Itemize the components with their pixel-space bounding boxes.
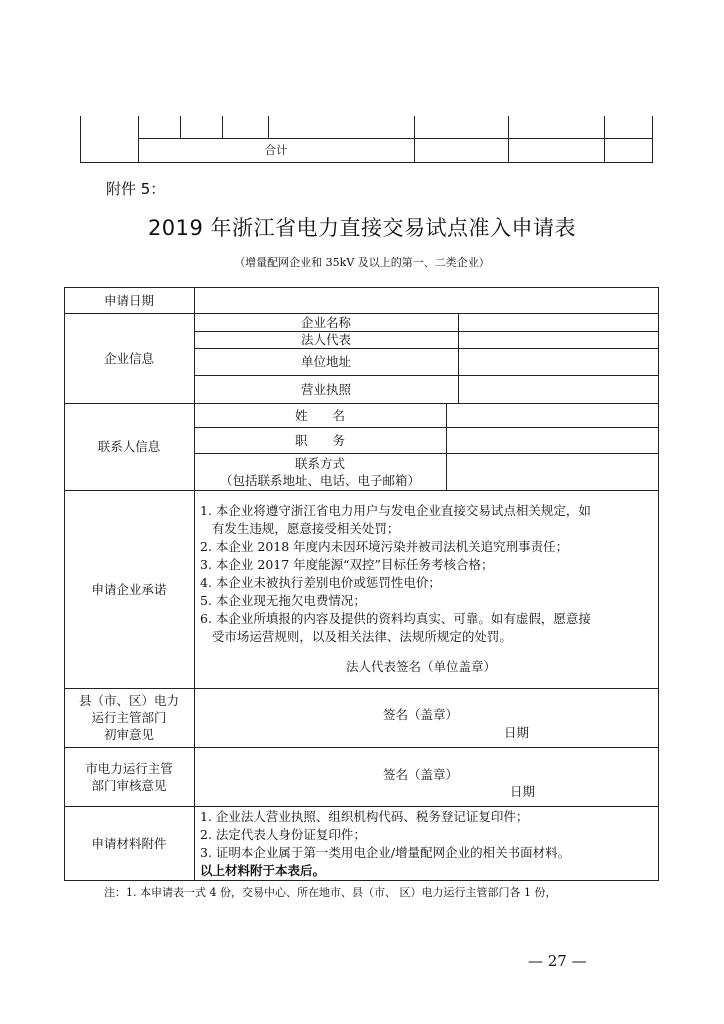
county-date-label: 日期 [504,725,530,740]
county-review-line-2: 运行主管部门 [91,710,167,725]
footnote: 注：1. 本申请表一式 4 份，交易中心、所在地市、县（市、 区）电力运行主管部门各 1 份， [104,886,557,899]
city-review-line-2: 部门审核意见 [91,777,167,793]
annex-label: 附件 5： [106,180,166,198]
commit-line: 有发生违规，愿意接受相关处罚； [200,521,400,536]
company-name-field[interactable] [459,314,657,330]
attach-line: 3. 证明本企业属于第一类用电企业/增量配网企业的相关书面材料。 [200,845,571,860]
contact-method-field[interactable] [447,454,657,489]
apply-date-label: 申请日期 [103,292,154,308]
contact-name-field[interactable] [447,404,657,426]
commit-line: 4. 本企业未被执行差别电价或惩罚性电价； [200,575,441,590]
city-signature-label: 签名（盖章） [383,767,459,782]
commitment-text [200,502,591,646]
page-number: — 27 — [528,952,587,970]
commit-line: 2. 本企业 2018 年度内未因环境污染并被司法机关追究刑事责任； [200,539,569,554]
contact-title-label: 职 务 [294,432,345,448]
contact-method-line-2: （包括联系地址、电话、电子邮箱） [219,472,420,488]
attach-line: 2. 法定代表人身份证复印件； [200,827,366,842]
commit-line: 受市场运营规则，以及相关法律、法规所规定的处罚。 [200,629,512,644]
unit-address-field[interactable] [459,349,657,374]
county-review-line-1: 县（市、区）电力 [78,693,179,708]
form-title: 2019 年浙江省电力直接交易试点准入申请表 [147,216,577,240]
contact-method-line-1: 联系方式 [294,455,345,471]
business-license-label: 营业执照 [300,381,351,397]
contact-title-field[interactable] [447,428,657,452]
attach-bold-line: 以上材料附于本表后。 [200,863,326,878]
attachments-label: 申请材料附件 [91,835,167,851]
form-subtitle: （增量配网企业和 35kV 及以上的第一、二类企业） [234,256,490,269]
attach-line: 1. 企业法人营业执照、组织机构代码、税务登记证复印件； [200,809,529,824]
city-review-label [64,747,194,806]
contact-name-label: 姓 名 [294,407,345,423]
commitment-label: 申请企业承诺 [91,581,167,597]
contact-method-label [194,453,446,490]
total-label: 合计 [264,143,288,157]
county-review-label [64,688,194,747]
company-name-label: 企业名称 [300,314,351,330]
business-license-field[interactable] [459,376,657,402]
attachments-text [200,808,570,880]
apply-date-field[interactable] [195,288,657,312]
contact-info-label: 联系人信息 [97,439,161,454]
commit-line: 6. 本企业所填报的内容及提供的资料均真实、可靠。如有虚假，愿意接 [200,611,591,626]
commit-line: 3. 本企业 2017 年度能源“双控”目标任务考核合格； [200,557,494,572]
county-review-line-3: 初审意见 [103,727,154,742]
commit-signature-label: 法人代表签名（单位盖章） [346,659,497,674]
unit-address-label: 单位地址 [300,354,351,369]
city-date-label: 日期 [510,784,536,799]
commit-line: 1. 本企业将遵守浙江省电力用户与发电企业直接交易试点相关规定，如 [200,503,591,518]
legal-rep-label: 法人代表 [300,332,351,347]
city-review-line-1: 市电力运行主管 [85,760,173,776]
county-signature-label: 签名（盖章） [383,707,459,722]
legal-rep-field[interactable] [459,332,657,347]
commit-line: 5. 本企业现无拖欠电费情况； [200,593,366,608]
company-info-label: 企业信息 [103,350,154,366]
